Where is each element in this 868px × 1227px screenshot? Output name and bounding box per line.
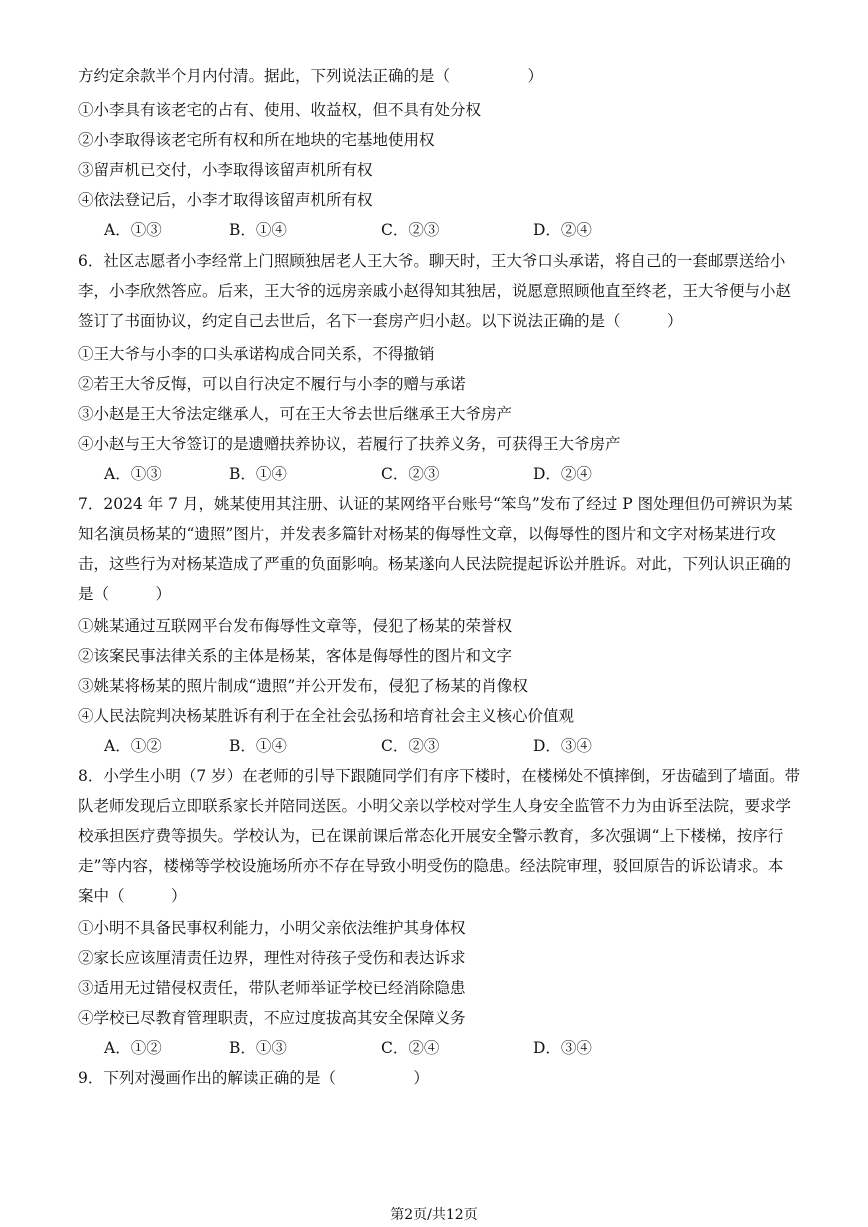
q7-stem-line-1: 7．2024 年 7 月，姚某使用其注册、认证的某网络平台账号“笨鸟”发布了经过 P 图处理但仍可辨识为某 (78, 495, 793, 513)
q7-stem-line-3: 击，这些行为对杨某造成了严重的负面影响。杨某遂向人民法院提起诉讼并胜诉。对此，下列认识正确的 (78, 555, 792, 573)
q8-stem-line-1: 8．小学生小明（7 岁）在老师的引导下跟随同学们有序下楼时，在楼梯处不慎摔倒，牙齿磕到了墙面。带 (78, 767, 801, 785)
q8-stem-line-4: 走”等内容，楼梯等学校设施场所亦不存在导致小明受伤的隐患。经法院审理，驳回原告的诉讼请求。本 (78, 857, 784, 875)
choice-b: B．①③ (229, 1039, 287, 1057)
q6-choices (104, 464, 804, 484)
choice-d: D．②④ (533, 465, 592, 483)
choice-a: A．①② (104, 737, 162, 755)
choice-b: B．①④ (229, 221, 287, 239)
q5-choices (104, 220, 804, 240)
choice-d: D．③④ (533, 1039, 592, 1057)
q8-stem-line-3: 校承担医疗费等损失。学校认为，已在课前课后常态化开展安全警示教育，多次强调“上下楼梯，按序行 (78, 827, 784, 845)
choice-c: C．②③ (381, 737, 440, 755)
q8-stem-line-5: 案中（ ） (78, 887, 187, 905)
q7-option-3: ③姚某将杨某的照片制成“遗照”并公开发布，侵犯了杨某的肖像权 (78, 677, 528, 695)
q7-choices (104, 736, 804, 756)
q6-option-4: ④小赵与王大爷签订的是遗赠扶养协议，若履行了扶养义务，可获得王大爷房产 (78, 435, 621, 453)
q7-stem-line-4: 是（ ） (78, 585, 172, 603)
q5-stem-end: 方约定余款半个月内付清。据此，下列说法正确的是（ ） (78, 67, 544, 85)
q8-option-4: ④学校已尽教育管理职责，不应过度拔高其安全保障义务 (78, 1009, 466, 1027)
q8-stem-line-2: 队老师发现后立即联系家长并陪同送医。小明父亲以学校对学生人身安全监管不力为由诉至法院，要求学 (78, 797, 792, 815)
q6-stem-line-3: 签订了书面协议，约定自己去世后，名下一套房产归小赵。以下说法正确的是（ ） (78, 312, 683, 330)
page-number: 第2页/共12页 (390, 1207, 478, 1223)
choice-d: D．②④ (533, 221, 592, 239)
choice-a: A．①③ (104, 465, 162, 483)
q6-stem-line-2: 李，小李欣然答应。后来，王大爷的远房亲戚小赵得知其独居，说愿意照顾他直至终老，王大爷便与小赵 (78, 282, 792, 300)
q8-choices (104, 1038, 804, 1058)
q9-stem: 9．下列对漫画作出的解读正确的是（ ） (78, 1069, 429, 1087)
choice-c: C．②④ (381, 1039, 440, 1057)
q6-option-2: ②若王大爷反悔，可以自行决定不履行与小李的赠与承诺 (78, 375, 466, 393)
q6-option-1: ①王大爷与小李的口头承诺构成合同关系，不得撤销 (78, 345, 435, 363)
q5-option-1: ①小李具有该老宅的占有、使用、收益权，但不具有处分权 (78, 101, 482, 119)
choice-c: C．②③ (381, 465, 440, 483)
q5-option-2: ②小李取得该老宅所有权和所在地块的宅基地使用权 (78, 131, 435, 149)
q5-option-3: ③留声机已交付，小李取得该留声机所有权 (78, 161, 373, 179)
choice-b: B．①④ (229, 465, 287, 483)
choice-b: B．①④ (229, 737, 287, 755)
q7-option-2: ②该案民事法律关系的主体是杨某，客体是侮辱性的图片和文字 (78, 647, 513, 665)
q8-option-3: ③适用无过错侵权责任，带队老师举证学校已经消除隐患 (78, 979, 466, 997)
q7-option-1: ①姚某通过互联网平台发布侮辱性文章等，侵犯了杨某的荣誉权 (78, 617, 513, 635)
q7-option-4: ④人民法院判决杨某胜诉有利于在全社会弘扬和培育社会主义核心价值观 (78, 707, 575, 725)
q8-option-1: ①小明不具备民事权利能力，小明父亲依法维护其身体权 (78, 919, 466, 937)
q6-stem-line-1: 6．社区志愿者小李经常上门照顾独居老人王大爷。聊天时，王大爷口头承诺，将自己的一套邮票送给小 (78, 252, 786, 270)
choice-a: A．①② (104, 1039, 162, 1057)
choice-a: A．①③ (104, 221, 162, 239)
choice-c: C．②③ (381, 221, 440, 239)
choice-d: D．③④ (533, 737, 592, 755)
q5-option-4: ④依法登记后，小李才取得该留声机所有权 (78, 191, 373, 209)
q8-option-2: ②家长应该厘清责任边界，理性对待孩子受伤和表达诉求 (78, 949, 466, 967)
q6-option-3: ③小赵是王大爷法定继承人，可在王大爷去世后继承王大爷房产 (78, 405, 513, 423)
q7-stem-line-2: 知名演员杨某的“遗照”图片，并发表多篇针对杨某的侮辱性文章，以侮辱性的图片和文字对杨某进行攻 (78, 525, 776, 543)
